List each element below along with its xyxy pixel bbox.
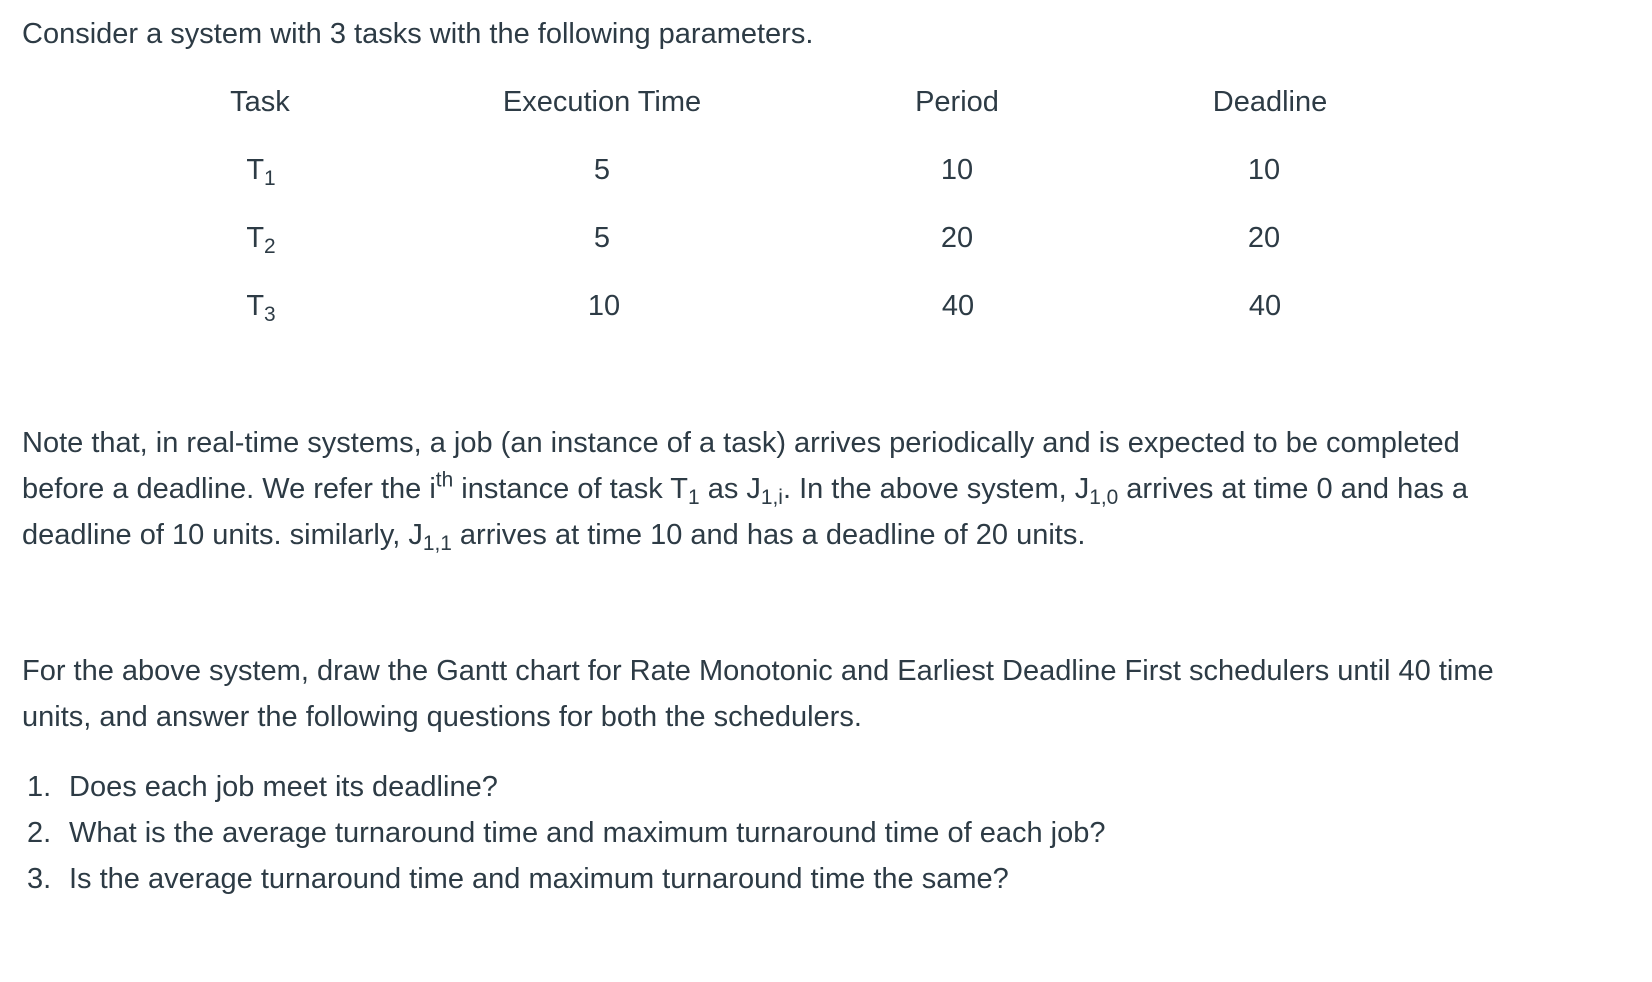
table-header-task: Task [230,86,290,118]
list-item: 3. Is the average turnaround time and maximum turnaround time the same? [27,863,1009,895]
list-item: 1. Does each job meet its deadline? [27,771,498,803]
instructions-paragraph [22,648,1632,740]
note-line-1: Note that, in real-time systems, a job (an instance of a task) arrives periodically and is expected to be completed [22,427,1460,459]
intro-text: Consider a system with 3 tasks with the following parameters. [22,18,814,50]
table-row-2-exec: 5 [593,222,611,254]
table-row-1-task: $T_1$ [246,154,276,190]
table-row-3-exec: 10 [587,290,621,322]
table-row-2-deadline: 20 [1247,222,1281,254]
note-line-3: deadline of 10 units. similarly, $J_{1,1}$ arrives at time 10 and has a deadline of 20 units. [22,519,1086,555]
instructions-line-1: For the above system, draw the Gantt chart for Rate Monotonic and Earliest Deadline First schedulers until 40 time [22,655,1494,687]
note-line-2: before a deadline. We refer the $i^{th}$ instance of task $T_1$ as $J_{1,i}$. In the above system, $J_{1,0}$ arrives at time 0 and has a [22,468,1469,509]
instructions-line-2: units, and answer the following questions for both the schedulers. [22,701,862,733]
question-list [22,764,1106,902]
table-row-3-period: 40 [941,290,975,322]
table-header-deadline: Deadline [1212,86,1328,118]
table-row-2-task: $T_2$ [246,222,276,258]
table-header-period: Period [915,86,999,118]
table-row-2-period: 20 [940,222,974,254]
table-row-1-deadline: 10 [1247,154,1281,186]
table-row-1-period: 10 [940,154,974,186]
table-header-execution-time: Execution Time [502,86,702,118]
table-row-3-task: $T_3$ [246,290,276,326]
table-row-1-exec: 5 [593,154,611,186]
note-paragraph [22,420,1632,558]
table-row-3-deadline: 40 [1248,290,1282,322]
list-item: 2. What is the average turnaround time and maximum turnaround time of each job? [27,817,1106,849]
